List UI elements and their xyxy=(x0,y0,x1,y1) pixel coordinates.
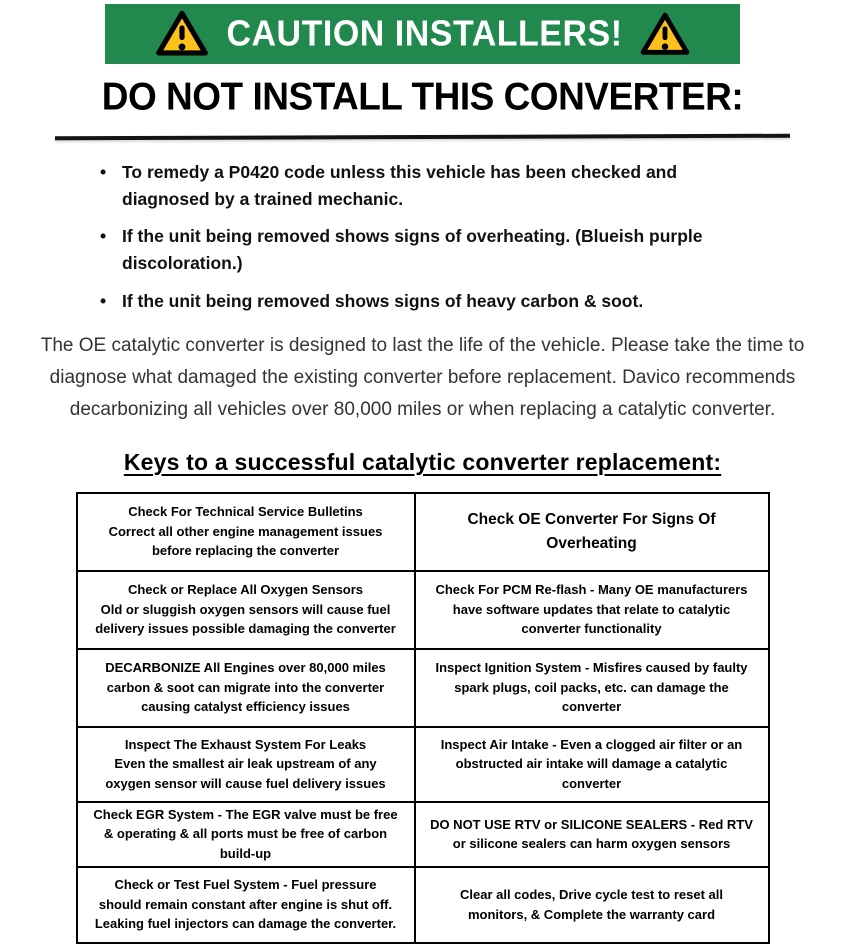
bullet-item: • If the unit being removed shows signs of overheating. (Blueish purple discoloration.) xyxy=(96,223,721,277)
table-cell xyxy=(416,572,768,650)
cell-line: Inspect The Exhaust System For Leaks xyxy=(124,736,367,752)
table-cell xyxy=(78,803,416,868)
cell-line: Inspect Ignition System - Misfires caused by faulty spark plugs, coil packs, etc. can damage the converter xyxy=(435,660,748,715)
cell-line: Inspect Air Intake - Even a clogged air filter or an obstructed air intake will damage a catalytic converter xyxy=(440,736,743,791)
bullet-item: • If the unit being removed shows signs of heavy carbon & soot. xyxy=(96,288,721,315)
divider-rule xyxy=(55,134,790,141)
cell-line: Check OE Converter For Signs Of Overheating xyxy=(467,511,716,552)
cell-line: Check For PCM Re-flash - Many OE manufacturers have software updates that relate to catalytic converter functionality xyxy=(435,582,748,637)
bullet-item: • To remedy a P0420 code unless this vehicle has been checked and diagnosed by a trained mechanic. xyxy=(96,159,721,213)
warning-triangle-icon xyxy=(154,9,210,59)
page-title: DO NOT INSTALL THIS CONVERTER: xyxy=(101,74,744,118)
banner-title: CAUTION INSTALLERS! xyxy=(226,13,623,54)
table-cell xyxy=(78,650,416,728)
caution-banner xyxy=(105,4,740,64)
intro-paragraph: The OE catalytic converter is designed to last the life of the vehicle. Please take the time to diagnose what damaged the existing converter before replacement. Davico recommends decarbonizing all vehicles over 80,000 miles or when replacing a catalytic converter. xyxy=(40,334,805,421)
cell-line: Old or sluggish oxygen sensors will cause fuel delivery issues possible damaging the converter xyxy=(95,601,396,637)
keys-table xyxy=(76,492,770,944)
cell-line: DECARBONIZE All Engines over 80,000 miles carbon & soot can migrate into the converter causing catalyst efficiency issues xyxy=(105,660,386,715)
cell-line: DO NOT USE RTV or SILICONE SEALERS - Red RTV or silicone sealers can harm oxygen sensors xyxy=(430,816,753,852)
table-cell xyxy=(78,728,416,803)
cell-line: Check or Replace All Oxygen Sensors xyxy=(127,582,364,598)
keys-heading: Keys to a successful catalytic converter replacement: xyxy=(123,448,722,475)
caution-flyer xyxy=(0,4,845,932)
cell-line: Even the smallest air leak upstream of any oxygen sensor will cause fuel delivery issues xyxy=(105,756,386,791)
table-cell xyxy=(416,650,768,728)
warning-bullet-list xyxy=(96,159,721,315)
cell-line: Correct all other engine management issues before replacing the converter xyxy=(108,523,383,559)
cell-line: Check or Test Fuel System - Fuel pressure should remain constant after engine is shut off. Leaking fuel injectors can damage the converter. xyxy=(94,877,397,932)
warning-triangle-icon xyxy=(639,11,691,58)
table-cell xyxy=(416,728,768,803)
table-cell xyxy=(78,572,416,650)
table-cell xyxy=(78,494,416,572)
cell-line: Clear all codes, Drive cycle test to reset all monitors, & Complete the warranty card xyxy=(459,887,724,922)
table-cell xyxy=(416,803,768,868)
cell-line: Check For Technical Service Bulletins xyxy=(128,504,363,520)
table-cell xyxy=(416,494,768,572)
table-cell xyxy=(416,868,768,942)
cell-line: Check EGR System - The EGR valve must be free & operating & all ports must be free of carbon build-up xyxy=(93,806,398,861)
table-cell xyxy=(78,868,416,942)
